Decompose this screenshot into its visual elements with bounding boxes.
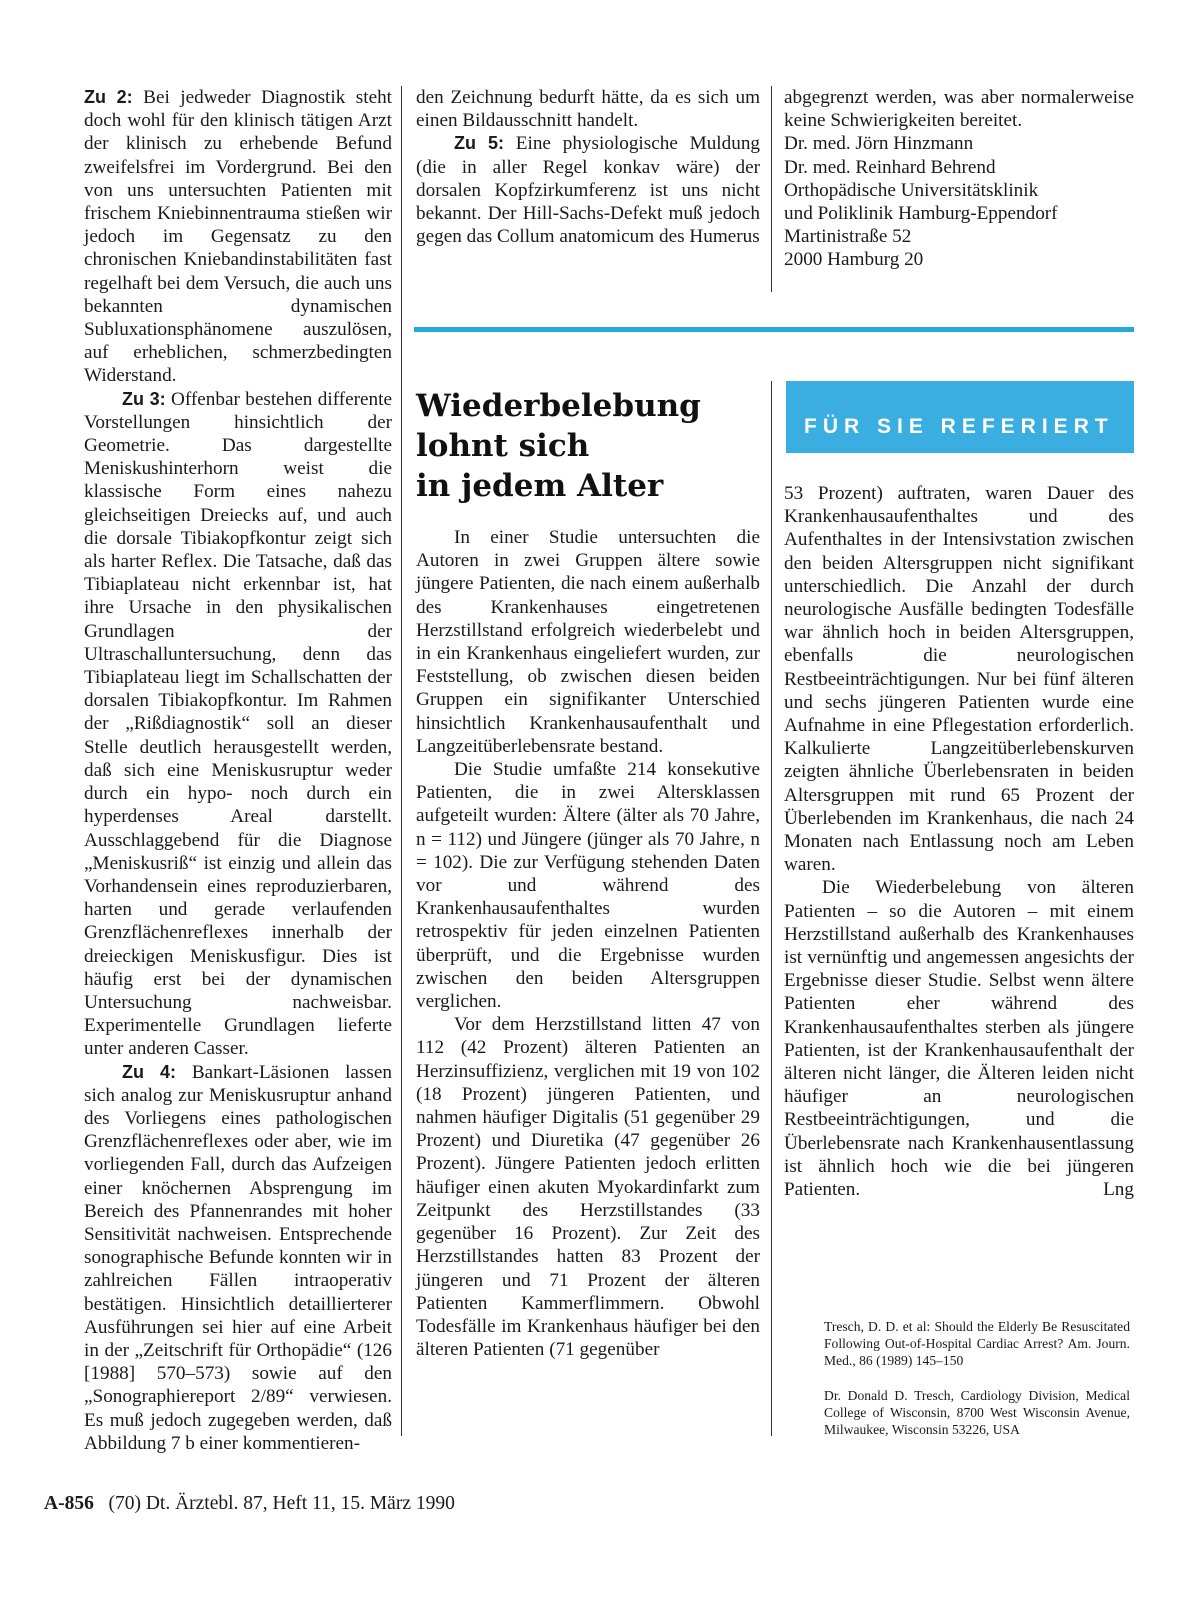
paragraph-text: Die Wiederbelebung von älteren Patienten – so die Autoren – mit einem Herzstillstand außerhalb des Krankenhauses ist vernünftig und angemessen angesichts der Ergebnisse dieser Studie. Selbst wenn ältere Patienten eher während des Krankenhausaufenthaltes sterben als jüngere Patienten, ist der Krankenhausaufenthalt der älteren nicht länger, die Älteren leiden nicht häufiger an neurologischen Restbeeinträchtigungen, und die Überlebensrate nach Krankenhausentlassung ist ähnlich hoch wie die bei jüngeren Patienten.: [784, 877, 1134, 1201]
signature-line: Dr. med. Reinhard Behrend: [784, 156, 996, 178]
paragraph-zu-4: [84, 1061, 392, 1455]
article-column-2: [784, 482, 1134, 1201]
signature-line: und Poliklinik Hamburg-Eppendorf: [784, 203, 1058, 225]
paragraph-zu-2: [84, 86, 392, 388]
article-headline: [416, 386, 756, 506]
column-3-top: [784, 86, 1134, 272]
column-divider: [401, 86, 402, 1436]
paragraph: Vor dem Herzstillstand litten 47 von 112 (42 Prozent) älteren Patienten an Herzinsuffizienz, verglichen mit 19 von 102 (18 Prozent) jüngeren Patienten, und nahmen häufiger Digitalis (51 gegenüber 29 Prozent) und Diuretika (47 gegenüber 26 Prozent). Jüngere Patienten jedoch erlitten häufiger einen akuten Myokardinfarkt zum Zeitpunkt des Herzstillstandes (33 gegenüber 16 Prozent). Zur Zeit des Herzstillstandes hatten 83 Prozent der jüngeren und 71 Prozent der älteren Patienten Kammerflimmern. Obwohl Todesfälle im Krankenhaus häufiger bei den älteren Patienten (71 gegenüber: [416, 1014, 760, 1361]
paragraph-continued: den Zeichnung bedurft hätte, da es sich um einen Bildausschnitt handelt.: [416, 87, 760, 132]
paragraph-text: Bankart-Läsionen lassen sich analog zur Meniskusruptur anhand des Vorliegens eines pathologischen Grenzflächenreflexes oder aber, wie im vorliegenden Fall, durch das Aufzeigen einer knöchernen Absprengung im Bereich des Pfannenrandes mit hoher Sensitivität nachweisen. Entsprechende sonographische Befunde konnten wir in zahlreichen Fällen intraoperativ bestätigen. Hinsichtlich detaillierterer Ausführungen sei hier auf eine Arbeit in der „Zeitschrift für Orthopädie“ (126 [1988] 570–573) sowie auf den „Sonographiereport 2/89“ verwiesen. Es muß jedoch zugegeben werden, daß Abbildung 7 b einer kommentieren-: [84, 1061, 392, 1454]
lead-label: Zu 3:: [122, 388, 166, 409]
article-column-1: [416, 526, 760, 1361]
headline-line: Wiederbelebung: [416, 388, 701, 424]
headline-line: lohnt sich: [416, 428, 590, 464]
paragraph-text: Eine physiologische Muldung (die in aller Regel konkav wäre) der dorsalen Kopfzirkumferenz ist uns nicht bekannt. Der Hill-Sachs-Defekt muß jedoch gegen das Collum anatomicum des Humerus: [416, 133, 761, 248]
reference-citation: Tresch, D. D. et al: Should the Elderly Be Resuscitated Following Out-of-Hospital Cardiac Arrest? Am. Journ. Med., 86 (1989) 145–150: [824, 1319, 1130, 1369]
column-divider: [771, 381, 772, 1436]
paragraph: [784, 876, 1134, 1201]
paragraph-continued: abgegrenzt werden, was aber normalerweise keine Schwierigkeiten bereitet.: [784, 87, 1134, 132]
paragraph-zu-5: [416, 132, 760, 248]
paragraph-text: Bei jedweder Diagnostik steht doch wohl für den klinisch tätigen Arzt der klinisch zu erhebende Befund zweifelsfrei im Vordergrund. Bei den von uns untersuchten Patienten mit frischem Kniebinnentrauma stießen wir jedoch im Gegensatz zu den chronischen Kniebandinstabilitäten fast regelhaft bei dem Versuch, die auch uns bekannten dynamischen Subluxationsphänomene auszulösen, auf erheblichen, schmerzbedingten Widerstand.: [84, 87, 393, 387]
column-divider: [771, 86, 772, 292]
column-1: [84, 86, 392, 1455]
signature-line: 2000 Hamburg 20: [784, 249, 924, 271]
signature-line: Dr. med. Jörn Hinzmann: [784, 133, 974, 155]
column-2-top: [416, 86, 760, 248]
page-footer: [44, 1493, 455, 1515]
paragraph: Die Studie umfaßte 214 konsekutive Patienten, die in zwei Altersklassen aufgeteilt wurden: Ältere (älter als 70 Jahre, n = 112) und Jüngere (jünger als 70 Jahre, n = 102). Die zur Verfügung stehenden Daten vor und während des Krankenhausaufenthaltes wurden retrospektiv für jeden einzelnen Patienten überprüft, und die Ergebnisse wurden zwischen den beiden Altersgruppen verglichen.: [416, 759, 760, 1013]
section-banner: [786, 381, 1134, 453]
issue-info: (70) Dt. Ärztebl. 87, Heft 11, 15. März 1990: [108, 1493, 455, 1514]
paragraph: 53 Prozent) auftraten, waren Dauer des Krankenhausaufenthaltes und des Aufenthaltes in der Intensivstation zwischen den beiden Altersgruppen nicht signifikant unterschiedlich. Die Anzahl der durch neurologische Ausfälle bedingten Todesfälle war ähnlich hoch in beiden Altersgruppen, ebenfalls die neurologischen Restbeeinträchtigungen. Nur bei fünf älteren und sechs jüngeren Patienten wurde eine Aufnahme in eine Pflegestation erforderlich. Kalkulierte Langzeitüberlebenskurven zeigten ähnliche Überlebensraten in beiden Altersgruppen mit rund 65 Prozent der Überlebenden im Krankenhaus, die nach 24 Monaten nach Entlassung noch am Leben waren.: [784, 483, 1134, 876]
lead-label: Zu 4:: [122, 1061, 177, 1082]
lead-label: Zu 5:: [454, 133, 504, 154]
section-rule: [414, 327, 1134, 332]
paragraph-zu-3: [84, 388, 392, 1061]
reference-address: Dr. Donald D. Tresch, Cardiology Division, Medical College of Wisconsin, 8700 West Wisconsin Avenue, Milwaukee, Wisconsin 53226, USA: [824, 1388, 1130, 1438]
signature-line: Martinistraße 52: [784, 226, 912, 248]
paragraph: In einer Studie untersuchten die Autoren in zwei Gruppen ältere sowie jüngere Patienten, die nach einem außerhalb des Krankenhauses eingetretenen Herzstillstand erfolgreich wiederbelebt und in ein Krankenhaus eingeliefert wurden, zur Feststellung, ob zwischen diesen beiden Gruppen ein signifikanter Unterschied hinsichtlich Krankenhausaufenthalt und Langzeitüberlebensrate bestand.: [416, 527, 760, 757]
signature-line: Orthopädische Universitätsklinik: [784, 179, 1039, 201]
lead-label: Zu 2:: [84, 87, 133, 107]
page-number: A-856: [44, 1493, 94, 1514]
headline-line: in jedem Alter: [416, 468, 664, 504]
paragraph-text: Offenbar bestehen differente Vorstellungen hinsichtlich der Geometrie. Das dargestellte Meniskushinterhorn weist die klassische Form eines nahezu gleichseitigen Dreiecks auf, und auch die dorsale Tibiakopfkontur zeigt sich als harter Reflex. Die Tatsache, daß das Tibiaplateau nicht erkennbar ist, hat ihre Ursache in den physikalischen Grundlagen der Ultraschalluntersuchung, denn das Tibiaplateau liegt im Schallschatten der dorsalen Tibiakopfkontur. Im Rahmen der „Rißdiagnostik“ soll an dieser Stelle deutlich herausgestellt werden, daß sich eine Meniskusruptur weder durch ein hypo- noch durch ein hyperdenses Areal darstellt. Ausschlaggebend für die Diagnose „Meniskusriß“ ist einzig und allein das Vorhandensein eines reproduzierbaren, harten und gerade verlaufenden Grenzflächenreflexes innerhalb der dreieckigen Meniskusfigur. Dies ist häufig erst bei der dynamischen Untersuchung nachweisbar. Experimentelle Grundlagen lieferte unter anderen Casser.: [84, 388, 393, 1060]
banner-label: FÜR SIE REFERIERT: [804, 415, 1114, 438]
author-tag: Lng: [1103, 1179, 1134, 1201]
